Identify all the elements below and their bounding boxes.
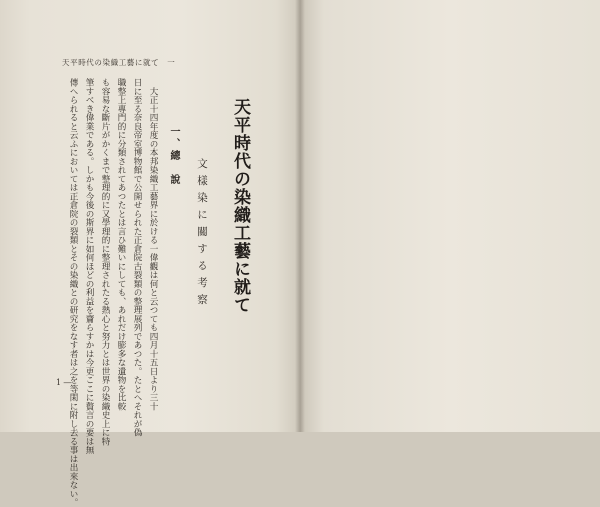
body-column-6: 傳へられると云ふにおいては正倉院の裂類とその染織との研究をなす者は之を等閑に附し去る事は出來ない。	[68, 78, 78, 507]
body-column-5: 筆すべき偉業である。しかも今後の斯界に如何ほどの利益を齎らすかは今更ここに贅言の要は無	[84, 78, 94, 455]
chapter-title: 天平時代の染織工藝に就て	[230, 98, 250, 314]
right-page	[300, 0, 600, 432]
page-number: 1 ―	[56, 378, 72, 387]
body-column-4: も容易な斷片がかくまで整理的に又學理的に整理されたる熱心と努力とは世界の染織史上に特	[100, 78, 110, 446]
book-gutter	[295, 0, 305, 432]
body-column-3: 職整上專門的に分類されてあつたとは言ひ難いにしても、あれだけ膨多な遺物を比較	[116, 78, 126, 411]
running-head: 天平時代の染織工藝に就て 一	[62, 58, 176, 67]
body-column-2: 日に至る奈良帝室博物館で公開せられた正倉院古裂類の整理展列であつた。たとへそれが偽	[132, 78, 142, 437]
section-heading: 一、總 說	[168, 126, 179, 186]
chapter-subtitle: 文樣染に關する考察	[196, 158, 208, 311]
body-column-1: 大正十四年度の本邦染織工藝界に於ける一偉觀は何と云つても四月十五日より三十	[148, 78, 158, 411]
